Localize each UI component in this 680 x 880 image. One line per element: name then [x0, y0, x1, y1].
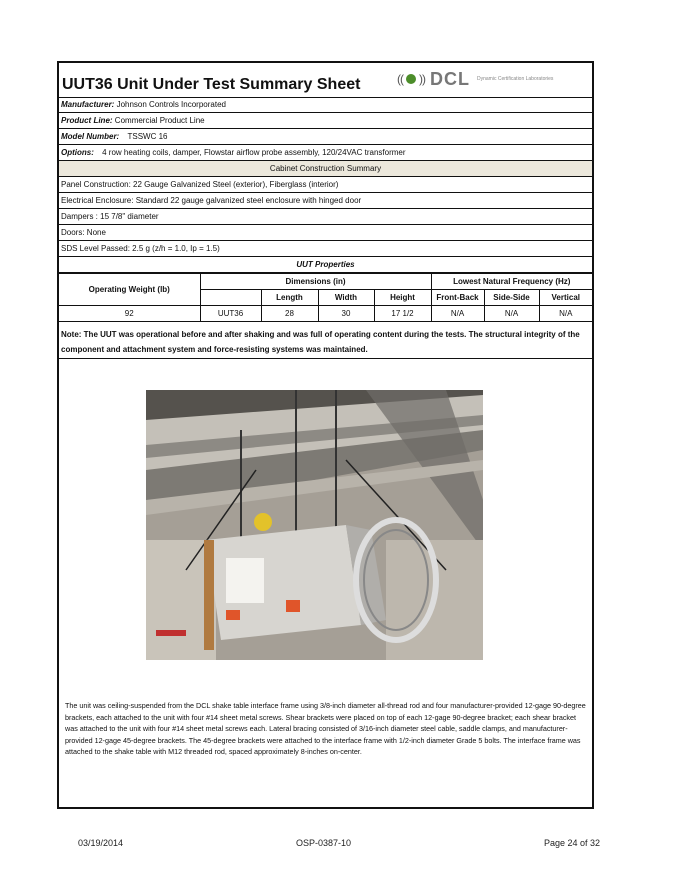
signal-waves-icon-right: )) — [419, 72, 425, 86]
manufacturer-label: Manufacturer: — [61, 100, 115, 109]
vertical-header: Vertical — [539, 290, 592, 306]
height-header: Height — [374, 290, 431, 306]
product-line-value: Commercial Product Line — [114, 116, 205, 125]
options-row — [59, 145, 592, 161]
blank-subheader — [200, 290, 261, 306]
length-value: 28 — [261, 306, 318, 322]
panel-construction: Panel Construction: 22 Gauge Galvanized Steel (exterior), Fiberglass (interior) — [59, 177, 592, 193]
page-title: UUT36 Unit Under Test Summary Sheet — [62, 76, 361, 93]
length-header: Length — [261, 290, 318, 306]
logo-subtitle: Dynamic Certification Laboratories — [477, 76, 554, 82]
manufacturer-row — [59, 97, 592, 113]
footer-date: 03/19/2014 — [78, 838, 124, 848]
model-value: TSSWC 16 — [127, 132, 168, 141]
uut-properties-table — [59, 273, 592, 322]
front-back-value: N/A — [431, 306, 484, 322]
frequency-header: Lowest Natural Frequency (Hz) — [431, 274, 592, 290]
green-dot-icon — [406, 74, 416, 84]
logo-text: DCL — [430, 68, 470, 89]
product-line-row — [59, 113, 592, 129]
model-label: Model Number: — [61, 132, 120, 141]
uut-properties-heading: UUT Properties — [59, 257, 592, 273]
dampers: Dampers : 15 7/8" diameter — [59, 209, 592, 225]
height-value: 17 1/2 — [374, 306, 431, 322]
manufacturer-value: Johnson Controls Incorporated — [116, 100, 226, 109]
photo-caption: The unit was ceiling-suspended from the DCL shake table interface frame using 3/8-inch diameter all-thread rod and four manufacturer-provided 12-gage 90-degree brackets, each attached to the unit with four #14 sheet metal screws. Shear brackets were placed on top of each 12-gage 90-degree bracket; each shear bracket was attached to the unit with four #14 sheet metal screws each. Lateral bracing consisted of 3/16-inch diameter steel cable, saddle clamps, and manufacturer-provided 12-gage 45-degree brackets. The 45-degree brackets were attached to the interface frame with 1/2-inch diameter Grade 5 bolts. The interface frame was attached to the shake table with M12 threaded rod, spaced approximately 8-inches on-center. — [65, 701, 586, 756]
footer-doc-number: OSP-0387-10 — [296, 838, 352, 848]
side-side-value: N/A — [484, 306, 539, 322]
doors: Doors: None — [59, 225, 592, 241]
vertical-value: N/A — [539, 306, 592, 322]
width-header: Width — [318, 290, 374, 306]
divider — [59, 358, 592, 359]
weight-header: Operating Weight (lb) — [59, 274, 200, 306]
side-side-header: Side-Side — [484, 290, 539, 306]
uut-id-value: UUT36 — [200, 306, 261, 322]
dimensions-header: Dimensions (in) — [200, 274, 431, 290]
options-value: 4 row heating coils, damper, Flowstar airflow probe assembly, 120/24VAC transformer — [102, 148, 406, 157]
weight-value: 92 — [59, 306, 200, 322]
width-value: 30 — [318, 306, 374, 322]
note-text: Note: The UUT was operational before and after shaking and was full of operating content during the tests. The structural integrity of the component and attachment system and force-resisting systems was maintained. — [61, 330, 580, 354]
model-row — [59, 129, 592, 145]
dcl-logo — [397, 69, 553, 89]
cabinet-heading: Cabinet Construction Summary — [59, 161, 592, 177]
test-unit-photo — [146, 390, 483, 660]
product-line-label: Product Line: — [61, 116, 113, 125]
signal-waves-icon: (( — [397, 72, 403, 86]
options-label: Options: — [61, 148, 94, 157]
front-back-header: Front-Back — [431, 290, 484, 306]
electrical-enclosure: Electrical Enclosure: Standard 22 gauge galvanized steel enclosure with hinged door — [59, 193, 592, 209]
title-row — [59, 63, 592, 98]
table-row — [59, 306, 592, 322]
footer-page: Page 24 of 32 — [544, 838, 601, 848]
sds-level: SDS Level Passed: 2.5 g (z/h = 1.0, Ip = 1.5) — [59, 241, 592, 257]
summary-sheet — [57, 61, 594, 809]
